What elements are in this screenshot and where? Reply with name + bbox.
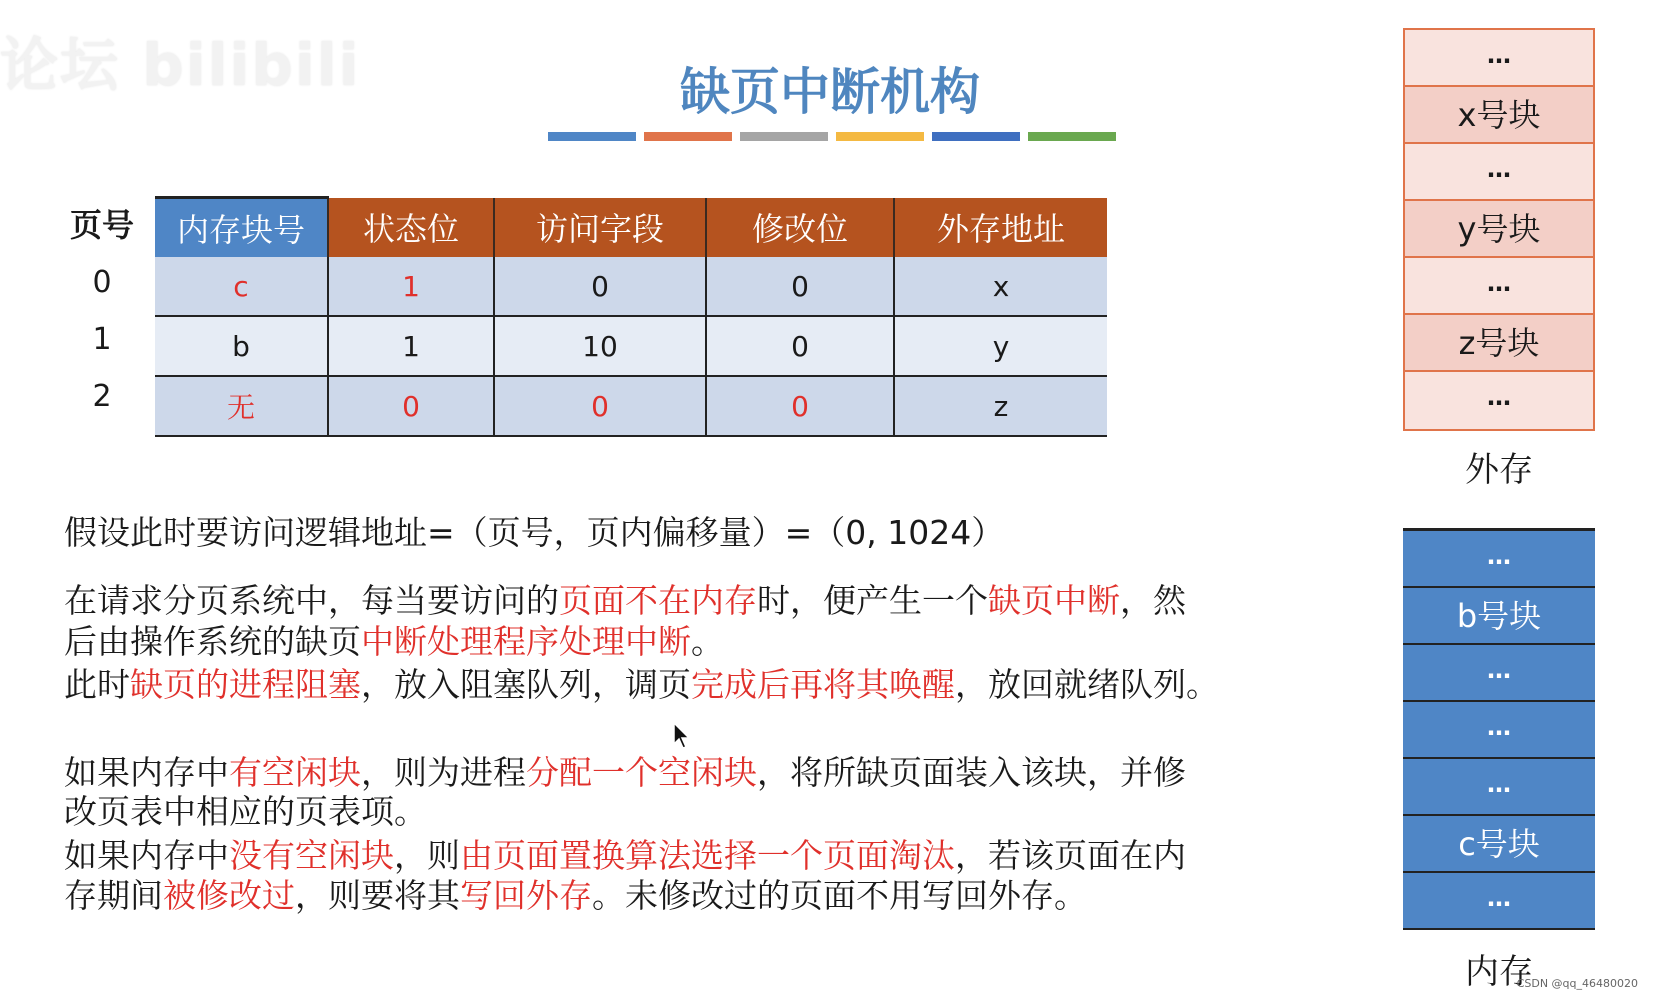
text-span: 在请求分页系统中，每当要访问的 xyxy=(64,581,559,620)
text-span: 。未修改过的页面不用写回外存。 xyxy=(592,876,1087,915)
cell: 1 xyxy=(328,257,494,316)
text-span: ，则要将其 xyxy=(295,876,460,915)
highlight-span: 完成后再将其唤醒 xyxy=(691,665,955,704)
page-table xyxy=(155,196,1107,437)
storage-cell: … xyxy=(1405,372,1593,429)
text-span: 存期间 xyxy=(64,876,163,915)
paragraph-line xyxy=(64,791,427,832)
text-span: 改页表中相应的页表项。 xyxy=(64,792,427,831)
page-number-header: 页号 xyxy=(69,206,134,244)
cell: z xyxy=(894,376,1107,436)
cell: 0 xyxy=(706,257,894,316)
logical-address-text: 假设此时要访问逻辑地址=（页号，页内偏移量）=（0, 1024） xyxy=(64,513,1005,552)
slide-title: 缺页中断机构 xyxy=(680,63,980,121)
cell: b xyxy=(155,316,328,376)
text-span: ，然 xyxy=(1120,581,1186,620)
paragraph-line xyxy=(64,664,1219,705)
cell: 0 xyxy=(706,376,894,436)
page-number: 1 xyxy=(92,322,112,357)
credit-text: CSDN @qq_46480020 xyxy=(1516,977,1638,990)
highlight-span: 有空闲块 xyxy=(229,753,361,792)
highlight-span: 页面不在内存 xyxy=(559,581,757,620)
text-span: ，则为进程 xyxy=(361,753,526,792)
storage-cell: … xyxy=(1405,258,1593,315)
cell: 无 xyxy=(155,376,328,436)
cell: x xyxy=(894,257,1107,316)
color-bar xyxy=(932,132,1020,141)
text-span: 此时 xyxy=(64,665,130,704)
header-external-address: 外存地址 xyxy=(894,198,1107,258)
color-bar xyxy=(548,132,636,141)
page-number: 0 xyxy=(92,265,112,300)
highlight-span: 被修改过 xyxy=(163,876,295,915)
table-row xyxy=(155,376,1107,436)
paragraph-line xyxy=(64,752,1186,793)
bilibili-watermark: 论坛 bilibili xyxy=(0,31,361,99)
text-span: ，放入阻塞队列，调页 xyxy=(361,665,691,704)
table-row xyxy=(155,316,1107,376)
cell: c xyxy=(155,257,328,316)
header-status-bit: 状态位 xyxy=(328,198,494,258)
memory-stack xyxy=(1403,528,1595,930)
text-span: ，将所缺页面装入该块，并修 xyxy=(757,753,1186,792)
highlight-span: 分配一个空闲块 xyxy=(526,753,757,792)
header-access-field: 访问字段 xyxy=(494,198,706,258)
highlight-span: 中断处理程序处理中断 xyxy=(361,622,691,661)
storage-cell: z号块 xyxy=(1405,315,1593,372)
highlight-span: 写回外存 xyxy=(460,876,592,915)
paragraph-line xyxy=(64,835,1186,876)
color-bar xyxy=(836,132,924,141)
color-bar xyxy=(644,132,732,141)
external-storage-stack xyxy=(1403,28,1595,431)
header-modified-bit: 修改位 xyxy=(706,198,894,258)
memory-cell: … xyxy=(1403,873,1595,930)
color-bar xyxy=(740,132,828,141)
storage-cell: x号块 xyxy=(1405,87,1593,144)
storage-cell: … xyxy=(1405,30,1593,87)
cell: 10 xyxy=(494,316,706,376)
cell: 0 xyxy=(494,376,706,436)
paragraph-line xyxy=(64,875,1087,916)
page-number: 2 xyxy=(92,379,112,414)
color-bar xyxy=(1028,132,1116,141)
text-span: ，则 xyxy=(394,836,460,875)
title-color-bars xyxy=(548,132,1118,141)
table-row xyxy=(155,257,1107,316)
memory-cell: … xyxy=(1403,531,1595,588)
highlight-span: 缺页中断 xyxy=(988,581,1120,620)
highlight-span: 缺页的进程阻塞 xyxy=(130,665,361,704)
memory-cell: … xyxy=(1403,702,1595,759)
text-span: ，若该页面在内 xyxy=(955,836,1186,875)
mouse-cursor-icon xyxy=(673,722,693,750)
page-table-header-row xyxy=(155,198,1107,258)
memory-label: 内存 xyxy=(1465,952,1533,992)
header-memory-block: 内存块号 xyxy=(155,198,328,258)
paragraph-line xyxy=(64,621,724,662)
highlight-span: 没有空闲块 xyxy=(229,836,394,875)
cell: 1 xyxy=(328,316,494,376)
paragraph-line xyxy=(64,580,1186,621)
highlight-span: 由页面置换算法选择一个页面淘汰 xyxy=(460,836,955,875)
text-span: 如果内存中 xyxy=(64,753,229,792)
text-span: 时，便产生一个 xyxy=(757,581,988,620)
text-span: 如果内存中 xyxy=(64,836,229,875)
memory-cell: c号块 xyxy=(1403,816,1595,873)
cell: 0 xyxy=(706,316,894,376)
text-span: 。 xyxy=(691,622,724,661)
text-span: ，放回就绪队列。 xyxy=(955,665,1219,704)
memory-cell: … xyxy=(1403,759,1595,816)
cell: y xyxy=(894,316,1107,376)
memory-cell: b号块 xyxy=(1403,588,1595,645)
storage-cell: … xyxy=(1405,144,1593,201)
storage-cell: y号块 xyxy=(1405,201,1593,258)
text-span: 后由操作系统的缺页 xyxy=(64,622,361,661)
cell: 0 xyxy=(328,376,494,436)
cell: 0 xyxy=(494,257,706,316)
external-storage-label: 外存 xyxy=(1465,450,1533,490)
memory-cell: … xyxy=(1403,645,1595,702)
